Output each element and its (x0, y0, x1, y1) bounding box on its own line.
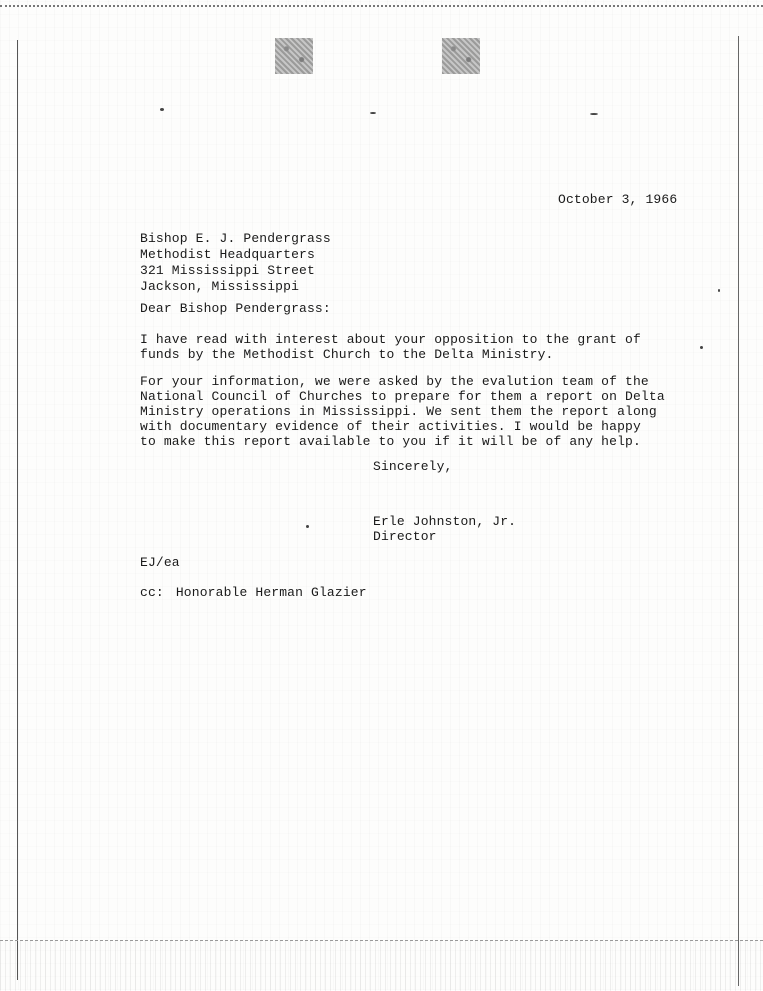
recipient-street: 321 Mississippi Street (140, 263, 315, 278)
recipient-name: Bishop E. J. Pendergrass (140, 231, 331, 246)
paragraph-2 (140, 375, 665, 450)
punch-hole-right (442, 38, 480, 74)
paragraph-line: with documentary evidence of their activities. I would be happy (140, 419, 641, 434)
scan-speck (590, 113, 598, 115)
paragraph-line: I have read with interest about your opposition to the grant of (140, 332, 641, 347)
paragraph-line: National Council of Churches to prepare for them a report on Delta (140, 389, 665, 404)
scan-speck (718, 289, 720, 292)
recipient-address (140, 232, 331, 296)
paragraph-1 (140, 333, 641, 363)
scan-speck (160, 108, 164, 111)
punch-hole-left (275, 38, 313, 74)
cc-recipient: Honorable Herman Glazier (175, 585, 367, 600)
recipient-city: Jackson, Mississippi (140, 279, 300, 294)
scan-speck (370, 112, 376, 114)
signature-block (373, 515, 516, 545)
paragraph-line: funds by the Methodist Church to the Delta Ministry. (140, 347, 554, 362)
salutation: Dear Bishop Pendergrass: (140, 301, 331, 316)
closing: Sincerely, (373, 459, 453, 474)
cc-line (140, 586, 367, 600)
paragraph-line: to make this report available to you if it will be of any help. (140, 434, 641, 449)
letter-date: October 3, 1966 (558, 192, 678, 207)
scan-top-edge (0, 0, 763, 7)
scan-speck (700, 346, 703, 349)
scan-bottom-band (0, 940, 763, 991)
typist-initials: EJ/ea (140, 555, 180, 570)
signer-title: Director (373, 529, 437, 544)
page-right-edge (738, 36, 739, 986)
signer-name: Erle Johnston, Jr. (373, 514, 517, 529)
page-left-edge (17, 40, 18, 980)
cc-label: cc: (140, 585, 164, 600)
paragraph-line: Ministry operations in Mississippi. We sent them the report along (140, 404, 657, 419)
paragraph-line: For your information, we were asked by the evalution team of the (140, 374, 649, 389)
scan-speck (306, 525, 309, 528)
recipient-organization: Methodist Headquarters (140, 247, 315, 262)
